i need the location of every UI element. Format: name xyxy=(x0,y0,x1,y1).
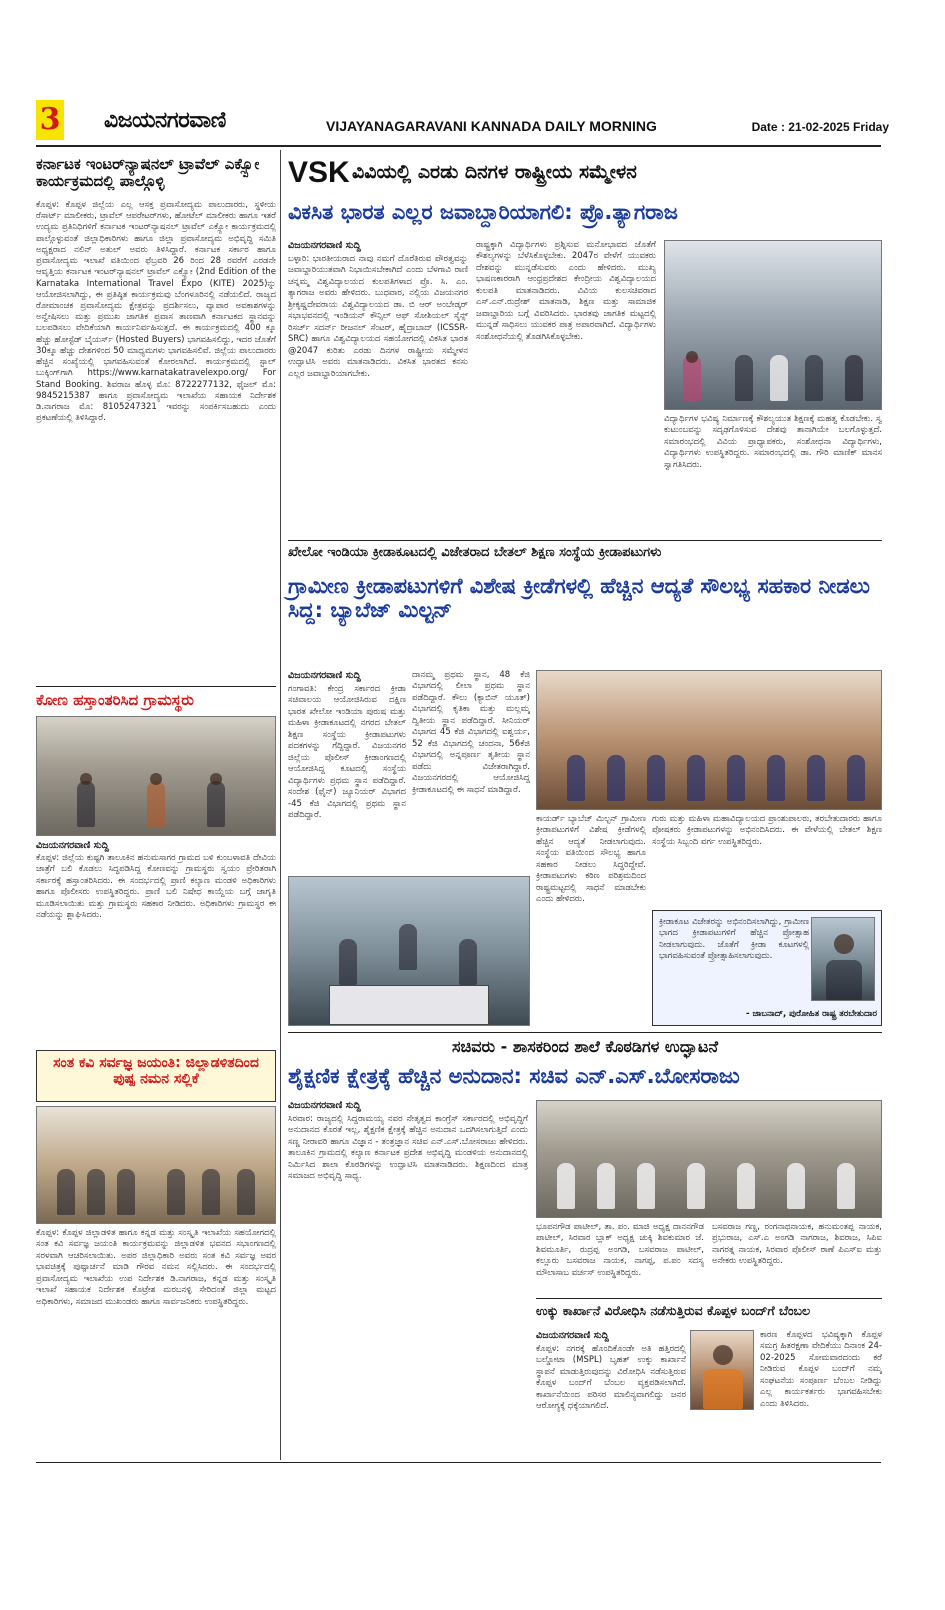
bandh-col1: ಕೊಪ್ಪಳ: ನಗರಕ್ಕೆ ಹೊಂದಿಕೊಂಡೇ ಅತಿ ಹತ್ತಿರದಲ್ಲಿ ಬಲ್ಡೋಟಾ (MSPL) ಬೃಹತ್ ಉಕ್ಕು ಕಾರ್ಖಾನೆ ಸ್ಥಾಪನೆ ಮಾಡುತ್ತಿರುವುದನ್ನು ವಿರೋಧಿಸಿ ನಡೆಸುತ್ತಿರುವ ಕೊಪ್ಪಳ ಬಂದ್‌ಗೆ ಬೆಂಬಲ ವ್ಯಕ್ತಪಡಿಸಲಾಗಿದೆ. ಕಾರ್ಖಾನೆಯಿಂದ ಪರಿಸರ ಮಾಲಿನ್ಯವಾಗಲಿದ್ದು ಜನರ ಆರೋಗ್ಯಕ್ಕೆ ಧಕ್ಕೆಯಾಗಲಿದೆ. xyxy=(536,1344,686,1412)
vsk-byline: ವಿಜಯನಗರವಾಣಿ ಸುದ್ದಿ xyxy=(288,240,361,251)
sports-col2: ದಾನಮ್ಮ ಪ್ರಥಮ ಸ್ಥಾನ, 48 ಕೆಜಿ ವಿಭಾಗದಲ್ಲಿ ಲೀಲಾ ಪ್ರಥಮ ಸ್ಥಾನ ಪಡೆದಿದ್ದಾರೆ. ಕೌಲು (ಕ್ಯಾಬಿನ್ ಯೂತ್) ವಿಭಾಗದಲ್ಲಿ ಕೃತಿಕಾ ಮತ್ತು ಮಲ್ಲಮ್ಮ ದ್ವಿತೀಯ ಸ್ಥಾನ ಪಡೆದಿದ್ದಾರೆ. ಸೀನಿಯರ್ ವಿಭಾಗದ 45 ಕೆಜಿ ವಿಭಾಗದಲ್ಲಿ ಐಶ್ವರ್ಯ, 52 ಕೆಜಿ ವಿಭಾಗದಲ್ಲಿ ಚಂದನಾ, 56ಕೆಜಿ ವಿಭಾಗದಲ್ಲಿ ಅನ್ನಪೂರ್ಣ ತೃತೀಯ ಸ್ಥಾನ ಪಡೆದು ವಿಜೇತರಾಗಿದ್ದಾರೆ. ವಿಜಯನಗರದಲ್ಲಿ ಆಯೋಜಿಸಿದ್ದ ಕ್ರೀಡಾಕೂಟದಲ್ಲಿ ಈ ಸಾಧನೆ ಮಾಡಿದ್ದಾರೆ. xyxy=(412,670,530,795)
sports-team-photo xyxy=(536,670,882,810)
masthead-title-kannada: ವಿಜಯನಗರವಾಣಿ xyxy=(104,108,226,133)
minister-col3: ಬಸವರಾಜ ಗಣ್ಣ, ರಂಗನಾಥನಾಯಕ, ಹನುಮಂತಪ್ಪ ನಾಯಕ, ಪ್ರಭುರಾಜ, ಎಸ್.ಎ ಅಂಗಡಿ ನಾಗರಾಜ, ಶಿವರಾಜ, ಸಿಪಿಐ ನಾಗರತ್ನ ನಾಯಕ, ಸಿರವಾರ ಪೊಲೀಸ್ ಠಾಣೆ ಪಿಎಸ್‌ಐ ಮತ್ತು ಅನೇಕರು ಉಪಸ್ಥಿತರಿದ್ದರು. xyxy=(712,1222,882,1267)
sports-col3: ಕಾಯರ್ಡ್ ಬ್ಯಾಬೆಜ್ ಮಿಲ್ಟನ್ ಗ್ರಾಮೀಣ ಕ್ರೀಡಾಪಟುಗಳಿಗೆ ವಿಶೇಷ ಕ್ರೀಡೆಗಳಲ್ಲಿ ಹೆಚ್ಚಿನ ಆದ್ಯತೆ ನೀಡಲಾಗುವುದು. ಸಂಸ್ಥೆಯ ವತಿಯಿಂದ ಸೌಲಭ್ಯ ಹಾಗೂ ಸಹಕಾರ ನೀಡಲು ಸಿದ್ಧರಿದ್ದೇವೆ. ಕ್ರೀಡಾಪಟುಗಳು ಕಠಿಣ ಪರಿಶ್ರಮದಿಂದ ರಾಷ್ಟ್ರಮಟ್ಟದಲ್ಲಿ ಸಾಧನೆ ಮಾಡಬೇಕು ಎಂದು ಹೇಳಿದರು. xyxy=(536,814,646,905)
minister-headline: ಶೈಕ್ಷಣಿಕ ಕ್ಷೇತ್ರಕ್ಕೆ ಹೆಚ್ಚಿನ ಅನುದಾನ: ಸಚಿವ ಎನ್.ಎಸ್.ಬೋಸರಾಜು xyxy=(288,1064,740,1088)
masthead-title-english: VIJAYANAGARAVANI KANNADA DAILY MORNING xyxy=(326,118,657,134)
masthead-rule xyxy=(36,145,881,147)
buffalo-photo xyxy=(36,716,276,836)
buffalo-headline: ಕೋಣ ಹಸ್ತಾಂತರಿಸಿದ ಗ್ರಾಮಸ್ಥರು xyxy=(36,691,194,709)
column-divider xyxy=(280,150,281,1460)
sarvajna-headline: ಸಂತ ಕವಿ ಸರ್ವಜ್ಞ ಜಯಂತಿ: ಜಿಲ್ಲಾಡಳಿತದಿಂದ ಪುಷ್ಪ ನಮನ ಸಲ್ಲಿಕೆ xyxy=(53,1055,259,1088)
vsk-col2: ರಾಷ್ಟ್ರಕ್ಕಾಗಿ ವಿದ್ಯಾರ್ಥಿಗಳು ಪ್ರಶ್ನಿಸುವ ಮನೋಭಾವದ ಜೊತೆಗೆ ಕೌಶಲ್ಯಗಳನ್ನು ಬೆಳೆಸಿಕೊಳ್ಳಬೇಕು. 2047ರ ವೇಳೆಗೆ ಯುವಕರು ದೇಶವನ್ನು ಮುನ್ನಡೆಸುವರು ಎಂದು ಹೇಳಿದರು. ಮುಖ್ಯ ಭಾಷಣಕಾರರಾಗಿ ಆಂಧ್ರಪ್ರದೇಶದ ಕೇಂದ್ರೀಯ ವಿಶ್ವವಿದ್ಯಾಲಯದ ಕುಲಪತಿ ಮಾತನಾಡಿದರು. ವಿವಿಯ ಕುಲಸಚಿವರಾದ ಎಸ್.ಎನ್.ರುದ್ರೇಶ್ ಮಾತನಾಡಿ, ಶಿಕ್ಷಣ ಮತ್ತು ಸಾಮಾಜಿಕ ಜವಾಬ್ದಾರಿಯ ಬಗ್ಗೆ ವಿವರಿಸಿದರು. ಭಾರತವು ಜಾಗತಿಕ ಮಟ್ಟದಲ್ಲಿ ಮುನ್ನಡೆ ಸಾಧಿಸಲು ಯುವಕರ ಪಾತ್ರ ಅಪಾರವಾಗಿದೆ. ವಿದ್ಯಾರ್ಥಿಗಳು ಸಂಶೋಧನೆಯಲ್ಲಿ ತೊಡಗಿಸಿಕೊಳ್ಳಬೇಕು. xyxy=(476,240,656,342)
bandh-col2: ಕಾರಣ ಕೊಪ್ಪಳದ ಭವಿಷ್ಯಕ್ಕಾಗಿ ಕೊಪ್ಪಳ ಸಮಗ್ರ ಹಿತರಕ್ಷಣಾ ವೇದಿಕೆಯು ದಿನಾಂಕ 24-02-2025 ಸೋಮವಾರದಂದು ಕರೆ ನೀಡಿರುವ ಕೊಪ್ಪಳ ಬಂದ್‌ಗೆ ನಮ್ಮ ಸಂಘಟನೆಯ ಸಂಪೂರ್ಣ ಬೆಂಬಲ ನೀಡಿದ್ದು ಎಲ್ಲ ಕಾರ್ಯಕರ್ತರು ಭಾಗವಹಿಸಬೇಕು ಎಂದು ತಿಳಿಸಿದರು. xyxy=(760,1330,882,1409)
sports-quote-box xyxy=(652,910,882,1026)
sports-quote-credit: - ಜಾಬನಾದ್, ಪುರೋಹಿತ ರಾಷ್ಟ್ರ ತರಬೇತುದಾರ xyxy=(746,1009,877,1019)
divider xyxy=(288,1032,882,1033)
bandh-portrait-photo xyxy=(690,1330,754,1410)
bandh-byline: ವಿಜಯನಗರವಾಣಿ ಸುದ್ದಿ xyxy=(536,1330,609,1341)
minister-col1: ಸಿರವಾರ: ರಾಜ್ಯದಲ್ಲಿ ಸಿದ್ದರಾಮಯ್ಯ ನವರ ನೇತೃತ್ವದ ಕಾಂಗ್ರೆಸ್ ಸರ್ಕಾರದಲ್ಲಿ ಅಭಿವೃದ್ಧಿಗೆ ಅನುದಾನದ ಕೊರತೆ ಇಲ್ಲ, ಶೈಕ್ಷಣಿಕ ಕ್ಷೇತ್ರಕ್ಕೆ ಹೆಚ್ಚಿನ ಅನುದಾನ ಒದಗಿಸಲಾಗುತ್ತಿದೆ ಎಂದು ಸಣ್ಣ ನೀರಾವರಿ ಹಾಗೂ ವಿಜ್ಞಾನ - ತಂತ್ರಜ್ಞಾನ ಸಚಿವ ಎನ್.ಎಸ್.ಬೋಸರಾಜು ಹೇಳಿದರು. ತಾಲೂಕಿನ ಗ್ರಾಮದಲ್ಲಿ ಕಲ್ಯಾಣ ಕರ್ನಾಟಕ ಪ್ರದೇಶ ಅಭಿವೃದ್ಧಿ ಮಂಡಳಿಯ ಅನುದಾನದಲ್ಲಿ ನಿರ್ಮಿಸಿದ ಶಾಲಾ ಕೊಠಡಿಗಳನ್ನು ಉದ್ಘಾಟಿಸಿ ಮಾತನಾಡಿದರು. ಶಿಕ್ಷಣದಿಂದ ಮಾತ್ರ ಸಮಾಜದ ಅಭಿವೃದ್ಧಿ ಸಾಧ್ಯ. xyxy=(288,1114,528,1182)
minister-photo xyxy=(536,1100,882,1218)
kite-headline: ಕರ್ನಾಟಕ ಇಂಟರ್‌ನ್ಯಾಷನಲ್ ಟ್ರಾವೆಲ್ ಎಕ್ಸ್ಪೋ ಕಾರ್ಯಕ್ರಮದಲ್ಲಿ ಪಾಲ್ಗೊಳ್ಳಿ xyxy=(36,155,260,191)
vsk-headline: ವಿಕಸಿತ ಭಾರತ ಎಲ್ಲರ ಜವಾಬ್ದಾರಿಯಾಗಲಿ: ಪ್ರೊ.ತ್ಯಾಗರಾಜ xyxy=(288,200,678,224)
quote-portrait-photo xyxy=(811,917,875,1001)
sports-headline: ಗ್ರಾಮೀಣ ಕ್ರೀಡಾಪಟುಗಳಿಗೆ ವಿಶೇಷ ಕ್ರೀಡೆಗಳಲ್ಲಿ ಹೆಚ್ಚಿನ ಆದ್ಯತೆ ಸೌಲಭ್ಯ ಸಹಕಾರ ನೀಡಲು ಸಿದ್ದ: ಬ್ಯಾಬೆಜ್ ಮಿಲ್ಟನ್ xyxy=(288,574,870,623)
buffalo-body: ಕೊಪ್ಪಳ: ಜಿಲ್ಲೆಯ ಕುಷ್ಟಗಿ ತಾಲೂಕಿನ ಹನುಮಸಾಗರ ಗ್ರಾಮದ ಬಳಿ ಕುಂಬಳಾವತಿ ದೇವಿಯ ಜಾತ್ರೆಗೆ ಬಲಿ ಕೊಡಲು ಸಿದ್ಧಪಡಿಸಿದ್ದ ಕೋಣವನ್ನು ಗ್ರಾಮಸ್ಥರು ಸ್ವಯಂ ಪ್ರೇರಿತರಾಗಿ ಸರ್ಕಾರಕ್ಕೆ ಹಸ್ತಾಂತರಿಸಿದರು. ಈ ಸಂದರ್ಭದಲ್ಲಿ ಪ್ರಾಣಿ ಕಲ್ಯಾಣ ಮಂಡಳಿ ಅಧಿಕಾರಿಗಳು ಹಾಗೂ ಪೊಲೀಸರು ಉಪಸ್ಥಿತರಿದ್ದರು. ಪ್ರಾಣಿ ಬಲಿ ನಿಷೇಧ ಕಾಯ್ದೆಯ ಬಗ್ಗೆ ಜಾಗೃತಿ ಮೂಡಿಸಲಾಯಿತು ಮತ್ತು ಗ್ರಾಮಸ್ಥರು ಸಹಕಾರ ನೀಡಿದರು. ಅಧಿಕಾರಿಗಳು ಗ್ರಾಮಸ್ಥರ ಈ ನಡೆಯನ್ನು ಶ್ಲಾಘಿಸಿದರು. xyxy=(36,853,276,921)
minister-byline: ವಿಜಯನಗರವಾಣಿ ಸುದ್ದಿ xyxy=(288,1100,361,1111)
buffalo-byline: ವಿಜಯನಗರವಾಣಿ ಸುದ್ದಿ xyxy=(36,840,109,851)
vsk-tag: VSK xyxy=(288,156,350,189)
sports-col4: ಗುರು ಮತ್ತು ಮಹಿಳಾ ಮಹಾವಿದ್ಯಾಲಯದ ಪ್ರಾಂಶುಪಾಲರು, ತರಬೇತುದಾರರು ಹಾಗೂ ಪೋಷಕರು ಕ್ರೀಡಾಪಟುಗಳನ್ನು ಅಭಿನಂದಿಸಿದರು. ಈ ವೇಳೆಯಲ್ಲಿ ಬೇತಲ್ ಶಿಕ್ಷಣ ಸಂಸ್ಥೆಯ ಸಿಬ್ಬಂದಿ ವರ್ಗ ಉಪಸ್ಥಿತರಿದ್ದರು. xyxy=(652,814,882,847)
sports-col1: ಗಂಗಾವತಿ: ಕೇಂದ್ರ ಸರ್ಕಾರದ ಕ್ರೀಡಾ ಸಚಿವಾಲಯ ಆಯೋಜಿಸಿರುವ ದಕ್ಷಿಣ ಭಾರತ ಖೇಲೋ ಇಂಡಿಯಾ ಪುರುಷ ಮತ್ತು ಮಹಿಳಾ ಕ್ರೀಡಾಕೂಟದಲ್ಲಿ ನಗರದ ಬೇತಲ್ ಶಿಕ್ಷಣ ಸಂಸ್ಥೆಯ ಕ್ರೀಡಾಪಟುಗಳು ಪದಕಗಳನ್ನು ಗೆದ್ದಿದ್ದಾರೆ. ವಿಜಯನಗರ ಜಿಲ್ಲೆಯ ಪೊಲೀಸ್ ಕ್ರೀಡಾಂಗಣದಲ್ಲಿ ಆಯೋಜಿಸಿದ್ದ ಕೂಟದಲ್ಲಿ ಸಂಸ್ಥೆಯ ವಿದ್ಯಾರ್ಥಿಗಳು ಪ್ರಥಮ ಸ್ಥಾನ ಪಡೆದಿದ್ದಾರೆ. ಸಂದೇಶ (ಫೈನ್) ಜ್ಯೂನಿಯರ್ ವಿಭಾಗದ -45 ಕೆಜಿ ವಿಭಾಗದಲ್ಲಿ ಪ್ರಥಮ ಸ್ಥಾನ ಪಡೆದಿದ್ದಾರೆ. xyxy=(288,684,406,821)
vsk-col3: ವಿದ್ಯಾರ್ಥಿಗಳ ಭವಿಷ್ಯ ನಿರ್ಮಾಣಕ್ಕೆ ಕೌಶಲ್ಯಯುತ ಶಿಕ್ಷಣಕ್ಕೆ ಮಹತ್ವ ಕೊಡಬೇಕು. ಸ್ವ ಕುಟುಂಬವನ್ನು ಸದೃಢಗೊಳಿಸುವ ದೇಶವು ತಾನಾಗಿಯೇ ಬಲಗೊಳ್ಳುತ್ತದೆ. ಸಮಾರಂಭದಲ್ಲಿ ವಿವಿಯ ಪ್ರಾಧ್ಯಾಪಕರು, ಸಂಶೋಧನಾ ವಿದ್ಯಾರ್ಥಿಗಳು, ವಿದ್ಯಾರ್ಥಿಗಳು ಉಪಸ್ಥಿತರಿದ್ದರು. ಸಮಾರಂಭದಲ್ಲಿ ಡಾ. ಗೌರಿ ಮಾಣಿಕ್ ಮಾನಸ ಸ್ವಾಗತಿಸಿದರು. xyxy=(664,414,882,470)
sports-quote: ಕ್ರೀಡಾಕೂಟ ವಿಜೇತರನ್ನು ಅಭಿನಂದಿಸಲಾಗಿದ್ದು, ಗ್ರಾಮೀಣ ಭಾಗದ ಕ್ರೀಡಾಪಟುಗಳಿಗೆ ಹೆಚ್ಚಿನ ಪ್ರೋತ್ಸಾಹ ನೀಡಲಾಗುವುದು. ಜೊತೆಗೆ ಕ್ರೀಡಾ ಕೂಟಗಳಲ್ಲಿ ಭಾಗವಹಿಸುವಂತೆ ಪ್ರೋತ್ಸಾಹಿಸಲಾಗುವುದು. xyxy=(659,917,809,962)
sports-kicker: ಖೇಲೋ ಇಂಡಿಯಾ ಕ್ರೀಡಾಕೂಟದಲ್ಲಿ ವಿಜೇತರಾದ ಬೇತಲ್ ಶಿಕ್ಷಣ ಸಂಸ್ಥೆಯ ಕ್ರೀಡಾಪಟುಗಳು xyxy=(288,545,662,560)
divider xyxy=(288,540,882,541)
page-bottom-rule xyxy=(36,1462,881,1463)
kite-body: ಕೊಪ್ಪಳ: ಕೊಪ್ಪಳ ಜಿಲ್ಲೆಯ ಎಲ್ಲ ಆಸಕ್ತ ಪ್ರವಾಸೋದ್ಯಮ ಪಾಲುದಾರರು, ಸ್ಥಳೀಯ ರೆಸಾರ್ಟ್ ಮಾಲೀಕರು, ಟ್ರಾವೆಲ್ ಆಪರೇಟರ್‌ಗಳು, ಹೋಟೆಲ್ ಮಾಲೀಕರು ಹಾಗೂ ಇತರೆ ಉದ್ಯಮ ಪ್ರತಿನಿಧಿಗಳಿಗೆ ಕರ್ನಾಟಕ ಇಂಟರ್‌ನ್ಯಾಷನಲ್ ಟ್ರಾವೆಲ್ ಎಕ್ಸ್ಪೋ ಕಾರ್ಯಕ್ರಮದಲ್ಲಿ ಪಾಲ್ಗೊಳ್ಳುವಂತೆ ಜಿಲ್ಲಾಧಿಕಾರಿಗಳು ಹಾಗೂ ಜಿಲ್ಲಾ ಪ್ರವಾಸೋದ್ಯಮ ಅಭಿವೃದ್ಧಿ ಸಮಿತಿ ಅಧ್ಯಕ್ಷರಾದ ನಲಿನ್ ಅತುಲ್ ಅವರು ತಿಳಿಸಿದ್ದಾರೆ. ಕರ್ನಾಟಕ ಸರ್ಕಾರ ಹಾಗೂ ಪ್ರವಾಸೋದ್ಯಮ ಇಲಾಖೆ ವತಿಯಿಂದ ಫೆಬ್ರವರಿ 26 ರಿಂದ 28 ರವರೆಗೆ ಎರಡನೇ ಆವೃತ್ತಿಯ ಕರ್ನಾಟಕ ಇಂಟರ್‌ನ್ಯಾಷನಲ್ ಟ್ರಾವೆಲ್ ಎಕ್ಸ್ಪೋ (2nd Edition of the Karnataka International Travel Expo (KITE) 2025)ನ್ನು ಆಯೋಜಿಸಲಾಗಿದ್ದು, ಈ ಪ್ರತಿಷ್ಠಿತ ಕಾರ್ಯಕ್ರಮವು ಬೆಂಗಳೂರಿನಲ್ಲಿ ನಡೆಯಲಿದೆ. ರಾಜ್ಯದ ರೋಮಾಂಚಕ ಪ್ರವಾಸೋದ್ಯಮ ಕ್ಷೇತ್ರವನ್ನು ಪ್ರದರ್ಶಿಸಲು, ವ್ಯಾಪಾರ ಅವಕಾಶಗಳನ್ನು ಅನ್ವೇಷಿಸಲು ಮತ್ತು ಪ್ರಮುಖ ಜಾಗತಿಕ ಪ್ರವಾಸ ತಾಣವಾಗಿ ಕರ್ನಾಟಕದ ಸ್ಥಾನವನ್ನು ಬಲಪಡಿಸಲು ವೇದಿಕೆಯಾಗಿ ಕಾರ್ಯನಿರ್ವಹಿಸುತ್ತದೆ. ಈ ಕಾರ್ಯಕ್ರಮದಲ್ಲಿ 400 ಕ್ಕೂ ಹೆಚ್ಚು ಹೋಸ್ಟೆಡ್ ಬೈಯರ್ಸ್ (Hosted Buyers) ಭಾಗವಹಿಸಲಿದ್ದು, ಇದರ ಜೊತೆಗೆ 30ಕ್ಕೂ ಹೆಚ್ಚು ದೇಶಗಳಿಂದ 50 ಮಾಧ್ಯಮಗಳು ಭಾಗವಹಿಸಲಿವೆ. ಜಿಲ್ಲೆಯ ಪಾಲುದಾರರು ಹೆಚ್ಚಿನ ಸಂಖ್ಯೆಯಲ್ಲಿ ಭಾಗವಹಿಸುವಂತೆ ಕೋರಲಾಗಿದೆ. ಕಾರ್ಯಕ್ರಮದಲ್ಲಿ ಸ್ಟಾಲ್ ಬುಕ್ಕಿಂಗ್‌ಗಾಗಿ https://www.karnatakatravelexpo.org/ For Stand Booking. ಶಿವರಾಜ ಹೊಳ್ಳ ಮೊ: 8722277132, ಫೈಜಲ್ ಮೊ: 9845215387 ಹಾಗೂ ಪ್ರವಾಸೋದ್ಯಮ ಇಲಾಖೆಯ ಸಹಾಯಕ ನಿರ್ದೇಶಕ ಡಿ.ನಾಗರಾಜ ಮೊ: 8105247321 ಇವರನ್ನು ಸಂಪರ್ಕಿಸಬಹುದು ಎಂದು ಪ್ರಕಟಣೆಯಲ್ಲಿ ತಿಳಿಸಿದ್ದಾರೆ. xyxy=(36,200,276,424)
sports-podium-photo xyxy=(288,876,530,1026)
sarvajna-headline-box xyxy=(36,1050,276,1102)
sports-byline: ವಿಜಯನಗರವಾಣಿ ಸುದ್ದಿ xyxy=(288,670,361,681)
page-number: 3 xyxy=(36,100,64,140)
minister-kicker: ಸಚಿವರು - ಶಾಸಕರಿಂದ ಶಾಲೆ ಕೊಠಡಿಗಳ ಉದ್ಘಾಟನೆ xyxy=(451,1037,719,1056)
masthead-date: Date : 21-02-2025 Friday xyxy=(751,120,889,134)
sarvajna-body: ಕೊಪ್ಪಳ: ಕೊಪ್ಪಳ ಜಿಲ್ಲಾಡಳಿತ ಹಾಗೂ ಕನ್ನಡ ಮತ್ತು ಸಂಸ್ಕೃತಿ ಇಲಾಖೆಯ ಸಹಯೋಗದಲ್ಲಿ ಸಂತ ಕವಿ ಸರ್ವಜ್ಞ ಜಯಂತಿ ಕಾರ್ಯಕ್ರಮವನ್ನು ಜಿಲ್ಲಾಡಳಿತ ಭವನದ ಸಭಾಂಗಣದಲ್ಲಿ ಸರಳವಾಗಿ ಆಚರಿಸಲಾಯಿತು. ಅಪರ ಜಿಲ್ಲಾಧಿಕಾರಿ ಅವರು ಸಂತ ಕವಿ ಸರ್ವಜ್ಞ ಅವರ ಭಾವಚಿತ್ರಕ್ಕೆ ಪುಷ್ಪಾರ್ಚನೆ ಮಾಡಿ ಗೌರವ ನಮನ ಸಲ್ಲಿಸಿದರು. ಈ ಸಂದರ್ಭದಲ್ಲಿ ಪ್ರವಾಸೋದ್ಯಮ ಇಲಾಖೆಯ ಉಪ ನಿರ್ದೇಶಕ ಡಿ.ನಾಗರಾಜ, ಕನ್ನಡ ಮತ್ತು ಸಂಸ್ಕೃತಿ ಇಲಾಖೆ ಸಹಾಯಕ ನಿರ್ದೇಶಕ ಕೊಟ್ರೇಶ ಮರಬನಳ್ಳಿ ಸೇರಿದಂತೆ ಜಿಲ್ಲಾ ಮಟ್ಟದ ಅಧಿಕಾರಿಗಳು, ಸಮಾಜದ ಮುಖಂಡರು ಹಾಗೂ ಸಾರ್ವಜನಿಕರು ಉಪಸ್ಥಿತರಿದ್ದರು. xyxy=(36,1228,276,1307)
bandh-headline: ಉಕ್ಕು ಕಾರ್ಖಾನೆ ವಿರೋಧಿಸಿ ನಡೆಸುತ್ತಿರುವ ಕೊಪ್ಪಳ ಬಂದ್‌ಗೆ ಬೆಂಬಲ xyxy=(536,1303,811,1318)
vsk-photo xyxy=(664,240,882,410)
minister-col2: ಭೂಪನಗೌಡ ಪಾಟೀಲ್, ತಾ. ಪಂ. ಮಾಜಿ ಅಧ್ಯಕ್ಷ ದಾನನಗೌಡ ಪಾಟೀಲ್, ಸಿರವಾರ ಬ್ಲಾಕ್ ಅಧ್ಯಕ್ಷ ಚುಕ್ಕಿ ಶಿವಕುಮಾರ ಜೆ. ಶಿವಮೂರ್ತಿ, ರುದ್ರಪ್ಪ ಅಂಗಡಿ, ಬಸವರಾಜ ಪಾಟೀಲ್, ಕಲ್ಲೂರು ಬಸವರಾಜ ನಾಯಕ, ನಾಗಪ್ಪ, ಪ.ಪಂ ಸದಸ್ಯ ಮೌಲಾಸಾಬ ವರ್ಚಸ್ ಉಪಸ್ಥಿತರಿದ್ದರು. xyxy=(536,1222,704,1278)
vsk-kicker: ವಿವಿಯಲ್ಲಿ ಎರಡು ದಿನಗಳ ರಾಷ್ಟ್ರೀಯ ಸಮ್ಮೇಳನ xyxy=(352,161,637,183)
divider xyxy=(536,1298,882,1299)
divider xyxy=(36,686,276,687)
sarvajna-photo xyxy=(36,1106,276,1224)
vsk-col1: ಬಳ್ಳಾರಿ: ಭಾರತೀಯರಾದ ನಾವು ನಮಗೆ ದೊರೆತಿರುವ ಪೌರತ್ವವನ್ನು ಜವಾಬ್ದಾರಿಯುತವಾಗಿ ನಿಭಾಯಿಸಬೇಕಾಗಿದೆ ಎಂದು ಬೆಳಗಾವಿ ರಾಣಿ ಚನ್ನಮ್ಮ ವಿಶ್ವವಿದ್ಯಾಲಯದ ಕುಲಪತಿಗಳಾದ ಪ್ರೊ. ಸಿ. ಎಂ. ತ್ಯಾಗರಾಜ ಅವರು ಹೇಳಿದರು. ಬುಧವಾರ, ನಲ್ಲಿಯ ವಿಜಯನಗರ ಶ್ರೀಕೃಷ್ಣದೇವರಾಯ ವಿಶ್ವವಿದ್ಯಾಲಯದ ಡಾ. ಬಿ ಆರ್ ಅಂಬೇಡ್ಕರ್ ಸಭಾಭವನದಲ್ಲಿ ಇಂಡಿಯನ್ ಕೌನ್ಸಿಲ್ ಆಫ್ ಸೋಶಿಯಲ್ ಸೈನ್ಸ್ ರಿಸರ್ಚ್ ಸದರ್ನ್ ರೀಜನಲ್ ಸೆಂಟರ್, ಹೈದ್ರಾಬಾದ್ (ICSSR-SRC) ಹಾಗೂ ವಿಶ್ವವಿದ್ಯಾಲಯದ ಸಹಯೋಗದಲ್ಲಿ ವಿಕಸಿತ ಭಾರತ @2047 ಕುರಿತು ಎರಡು ದಿನಗಳ ರಾಷ್ಟ್ರೀಯ ಸಮ್ಮೇಳನ ಉದ್ಘಾಟಿಸಿ ಅವರು ಮಾತನಾಡಿದರು. ವಿಕಸಿತ ಭಾರತದ ಕನಸು ಎಲ್ಲರ ಜವಾಬ್ದಾರಿಯಾಗಬೇಕು. xyxy=(288,254,468,379)
